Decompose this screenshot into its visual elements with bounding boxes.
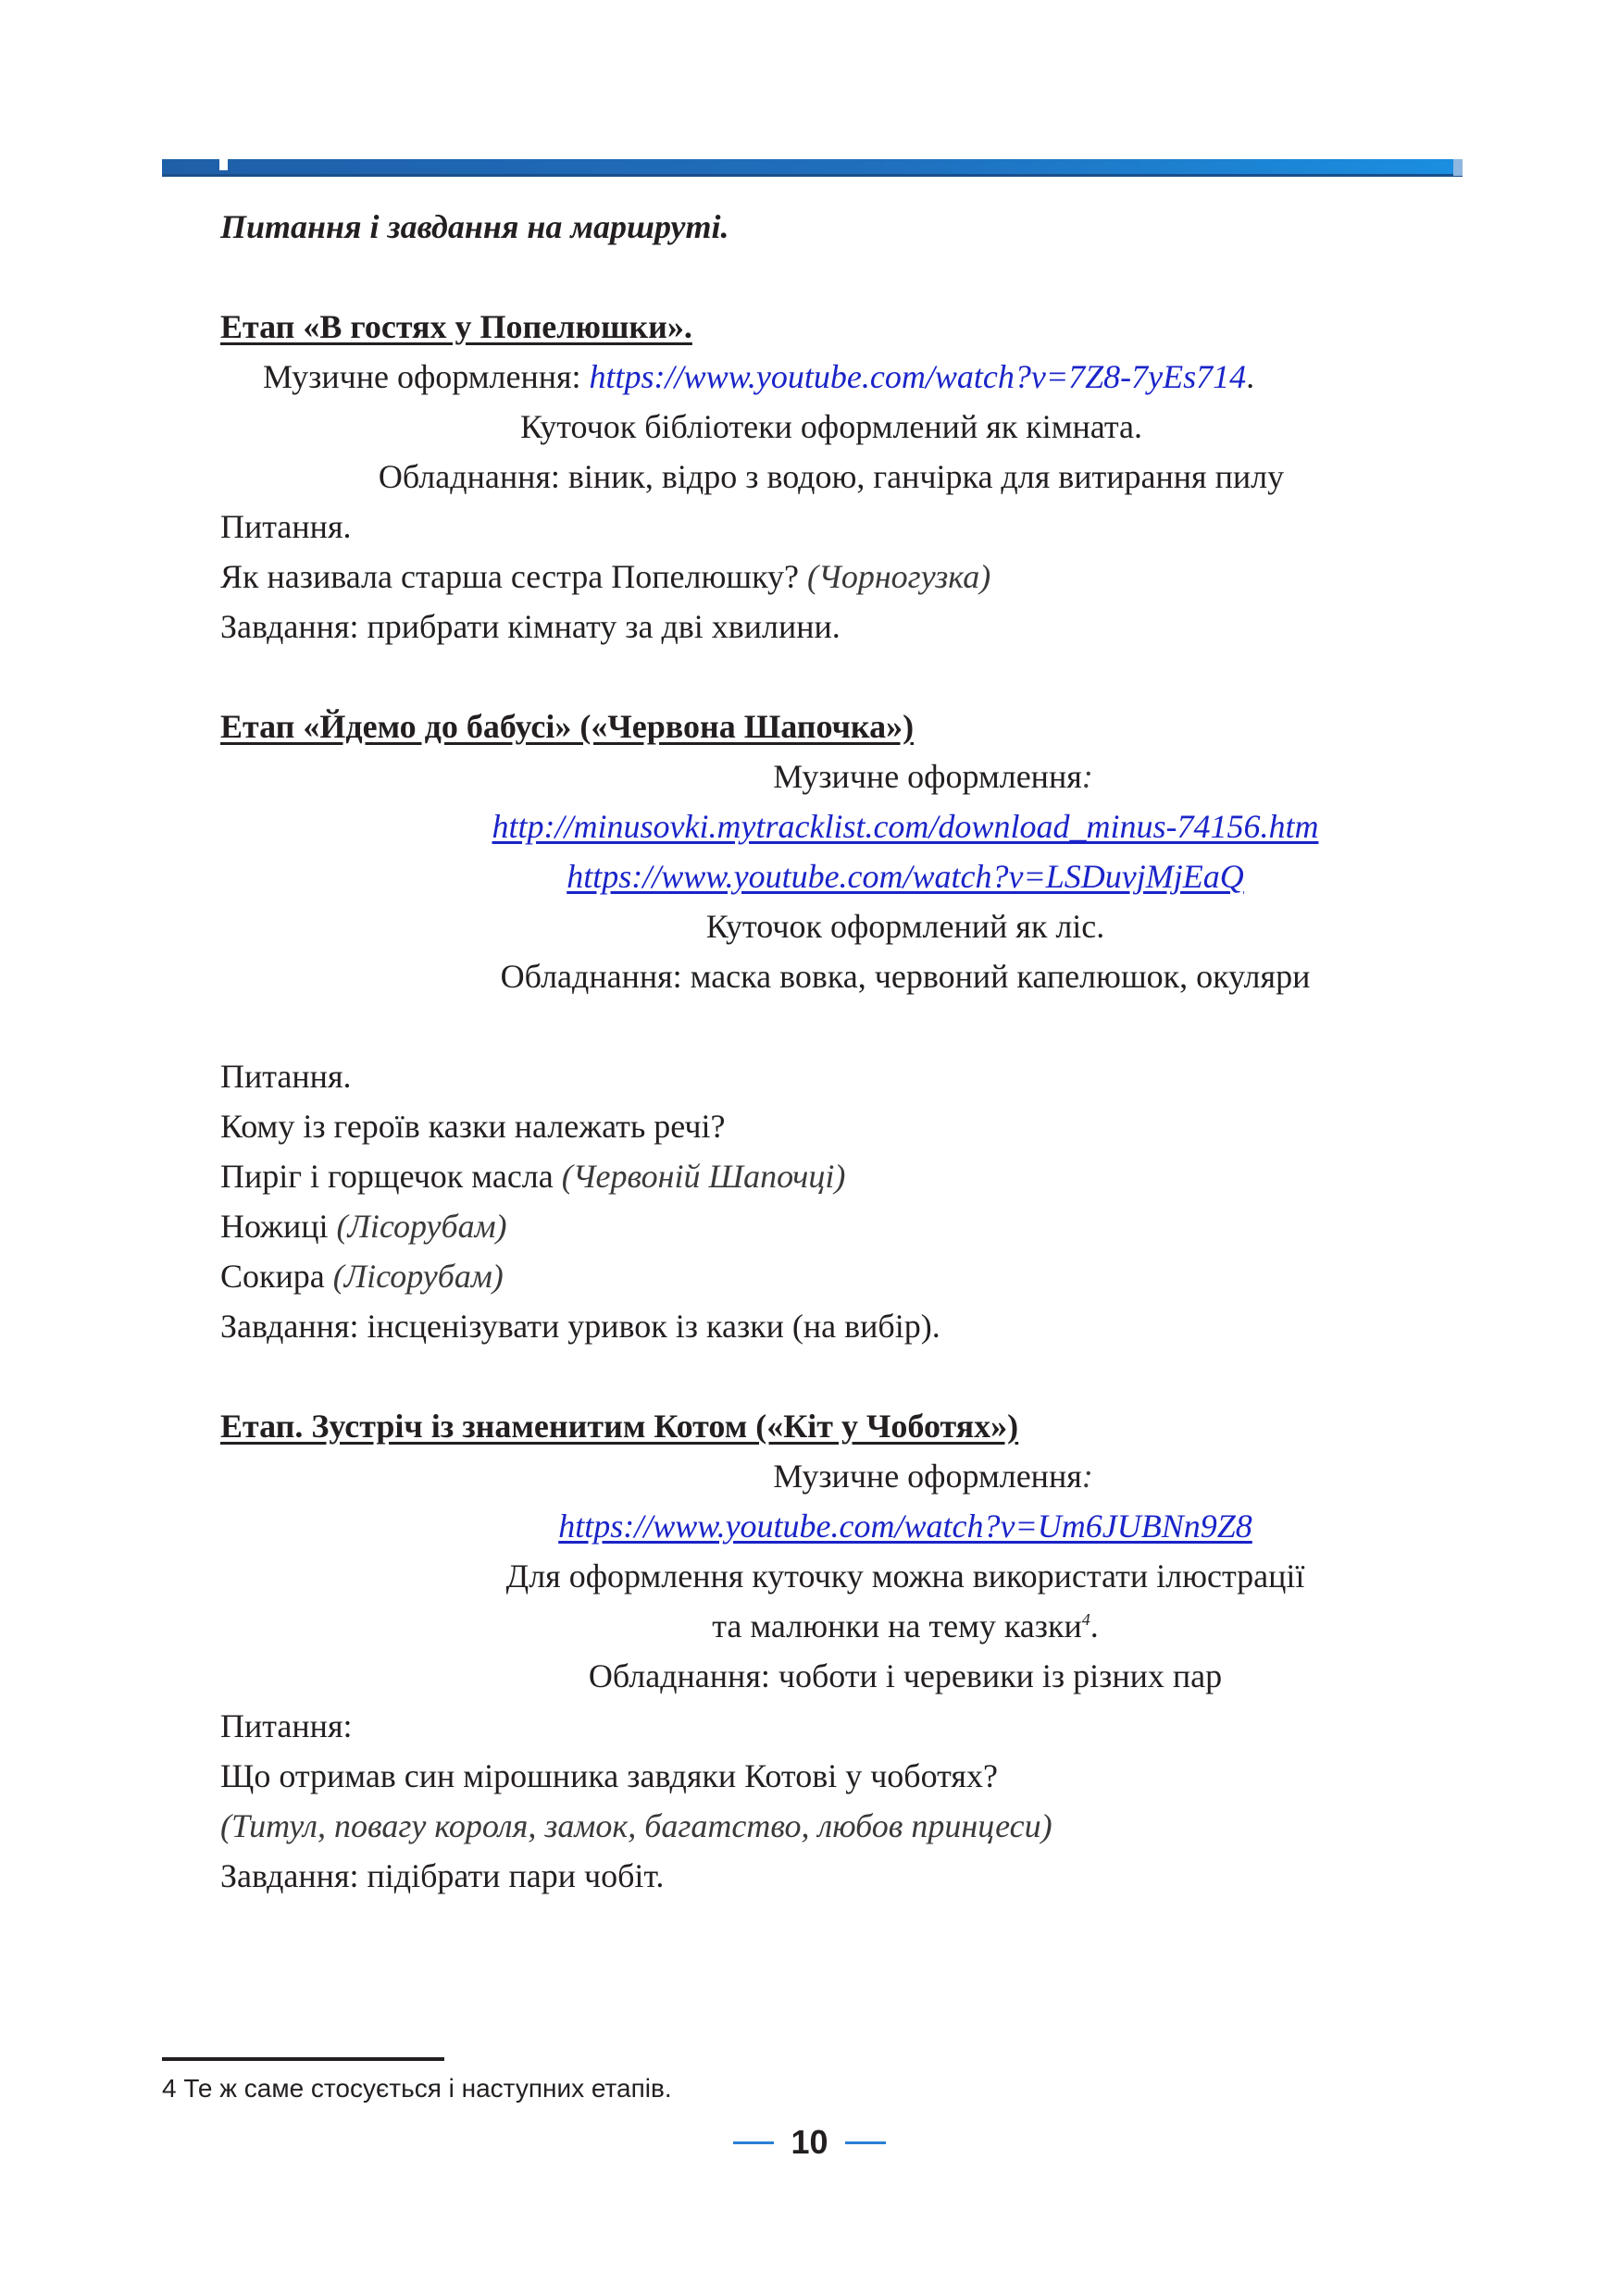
stage1-question	[220, 552, 1442, 602]
stage3-link[interactable]: https://www.youtube.com/watch?v=Um6JUBNn9Z8	[558, 1508, 1252, 1545]
stage2-item-answer: (Лісорубам)	[336, 1208, 507, 1245]
stage1-answer: (Чорногузка)	[807, 558, 991, 595]
stage2-link2-row	[220, 851, 1442, 901]
stage2-question: Кому із героїв казки належать речі?	[220, 1108, 726, 1145]
stage2-item-text: Пиріг і горщечок масла	[220, 1158, 562, 1195]
stage2-music-label: Музичне оформлення	[773, 758, 1082, 795]
stage1-music-end: .	[1246, 358, 1255, 395]
stage3-corner-line2	[220, 1601, 1442, 1651]
stage1-task: Завдання: прибрати кімнату за дві хвилини.	[220, 608, 841, 645]
page-number-dash-right	[845, 2141, 886, 2144]
stage2-item	[220, 1151, 1442, 1201]
page-number-value: 10	[791, 2123, 828, 2161]
stage2-music-colon: :	[1081, 758, 1093, 795]
page-number	[0, 2119, 1619, 2166]
stage2-link1[interactable]: http://minusovki.mytracklist.com/download_minus-74156.htm	[492, 808, 1319, 845]
page-number-dash-left	[733, 2141, 774, 2144]
footnote-reference[interactable]: 4	[1081, 1610, 1090, 1629]
stage2-item	[220, 1201, 1442, 1251]
stage3-answer: (Титул, повагу короля, замок, багатство, любов принцеси)	[220, 1807, 1052, 1844]
stage2-item-text: Ножиці	[220, 1208, 337, 1245]
stage3-corner-end: .	[1090, 1607, 1099, 1644]
stage1-corner: Куточок бібліотеки оформлений як кімната.	[519, 408, 1142, 445]
stage2-equipment: Обладнання: маска вовка, червоний капелюшок, окуляри	[500, 958, 1311, 995]
stage3-music	[220, 1451, 1442, 1501]
footnote-divider	[162, 2057, 444, 2061]
stage2-item-answer: (Червоній Шапочці)	[561, 1158, 846, 1195]
header-underline	[162, 174, 1463, 177]
header-notch	[219, 159, 228, 170]
stage3-music-colon: :	[1081, 1458, 1093, 1495]
stage3-questions-label: Питання:	[220, 1707, 353, 1744]
stage1-questions-label: Питання.	[220, 508, 352, 545]
stage3-question: Що отримав син мірошника завдяки Котові у чоботях?	[220, 1757, 998, 1794]
stage3-task: Завдання: підібрати пари чобіт.	[220, 1857, 665, 1894]
stage2-item	[220, 1251, 1442, 1301]
stage2-task: Завдання: інсценізувати уривок із казки (на вибір).	[220, 1308, 940, 1345]
stage2-link1-row	[220, 801, 1442, 851]
stage2-corner: Куточок оформлений як ліс.	[705, 908, 1105, 945]
page-content	[220, 202, 1442, 1901]
page-title: Питання і завдання на маршруті.	[220, 208, 729, 245]
stage2-link2[interactable]: https://www.youtube.com/watch?v=LSDuvjMjEaQ	[567, 858, 1244, 895]
stage1-music-link[interactable]: https://www.youtube.com/watch?v=7Z8-7yEs714	[589, 358, 1247, 395]
stage2-questions-label: Питання.	[220, 1058, 352, 1095]
header-end-block	[1453, 159, 1463, 176]
stage1-equipment: Обладнання: віник, відро з водою, ганчірка для витирання пилу	[378, 458, 1285, 495]
stage3-equipment: Обладнання: чоботи і черевики із різних пар	[588, 1657, 1223, 1694]
stage2-item-text: Сокира	[220, 1258, 333, 1295]
stage1-music	[220, 352, 1442, 402]
footnote: 4 Те ж саме стосується і наступних етапів.	[162, 2074, 672, 2103]
stage1-heading: Етап «В гостях у Попелюшки».	[220, 308, 692, 345]
stage3-corner-text: та малюнки на тему казки	[712, 1607, 1082, 1644]
stage2-music	[220, 751, 1442, 801]
header-bar	[162, 159, 1463, 176]
stage1-music-label: Музичне оформлення:	[263, 358, 590, 395]
stage1-question-text: Як називала старша сестра Попелюшку?	[220, 558, 808, 595]
stage3-corner-line1: Для оформлення куточку можна використати ілюстрації	[505, 1558, 1305, 1595]
stage2-item-answer: (Лісорубам)	[332, 1258, 504, 1295]
stage3-heading: Етап. Зустріч із знаменитим Котом («Кіт у Чоботях»)	[220, 1408, 1019, 1445]
stage3-link-row	[220, 1501, 1442, 1551]
stage3-music-label: Музичне оформлення	[773, 1458, 1082, 1495]
stage2-heading: Етап «Йдемо до бабусі» («Червона Шапочка»)	[220, 708, 915, 745]
